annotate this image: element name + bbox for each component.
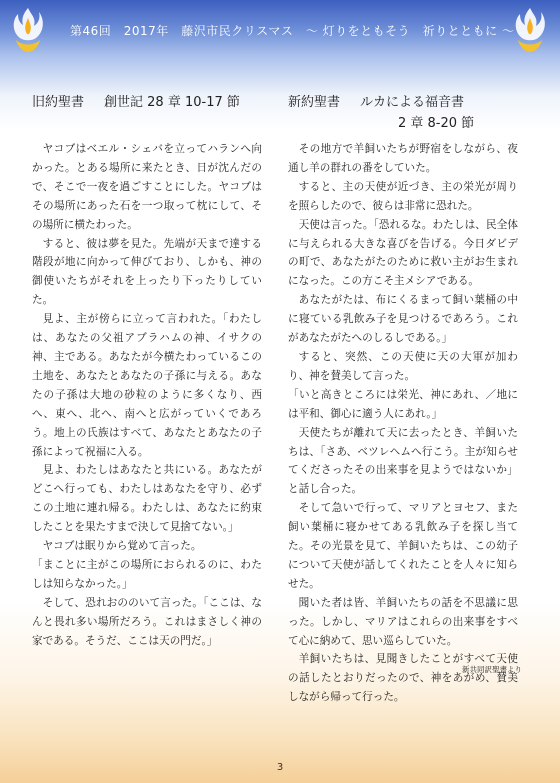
paragraph: すると、彼は夢を見た。先端が天まで達する階段が地に向かって伸びており、しかも、神の御使いたちがそれを上ったり下ったりしていた。 [32, 237, 262, 307]
paragraph: 見よ、主が傍らに立って言われた。「わたしは、あなたの父祖アブラハムの神、イサクの神、主である。あなたが今横たわっているこの土地を、あなたとあなたの子孫に与える。あなたの子孫は大地の砂粒のように多くなり、西へ、東へ、北へ、南へと広がっていくであろう。地上の氏族はすべて、あなたとあなたの子孫によって祝福に入る。 [32, 313, 262, 458]
paragraph: ヤコブはベエル・シェバを立ってハランへ向かった。とある場所に来たとき、日が沈んだので、そこで一夜を過ごすことにした。ヤコブはその場所にあった石を一つ取って枕にして、その場所に横たわった。 [32, 143, 262, 231]
paragraph: 聞いた者は皆、羊飼いたちの話を不思議に思った。しかし、マリアはこれらの出来事をすべて心に納めて、思い巡らしていた。 [288, 596, 518, 647]
old-testament-reference: 創世記 28 章 10-17 節 [104, 95, 240, 110]
paragraph: 羊飼いたちは、見聞きしたことがすべて天使の話したとおりだったので、神をあがめ、賛美しながら帰って行った。 [288, 653, 518, 704]
page-header [0, 0, 560, 60]
paragraph: そして、恐れおののいて言った。「ここは、なんと畏れ多い場所だろう。これはまさしく神の家である。そうだ、ここは天の門だ。」 [32, 596, 262, 647]
new-testament-book: ルカによる福音書 [360, 95, 465, 110]
event-title: 第46回 2017年 藤沢市民クリスマス ～ 灯りをともそう 祈りとともに ～ [70, 24, 515, 38]
translation-credit: 新共同訳聖書より [462, 665, 522, 674]
new-testament-reference: 2 章 8-20 節 [398, 116, 475, 131]
paragraph: 天使たちが離れて天に去ったとき、羊飼いたちは、「さあ、ベツレヘムへ行こう。主が知らせてくださったその出来事を見ようではないか」と話し合った。 [288, 426, 518, 496]
paragraph: あなたがたは、布にくるまって飼い葉桶の中に寝ている乳飲み子を見つけるであろう。これがあなたがたへのしるしである。」 [288, 294, 518, 345]
paragraph: そして急いで行って、マリアとヨセフ、また飼い葉桶に寝かせてある乳飲み子を探し当てた。その光景を見て、羊飼いたちは、この幼子について天使が話してくれたことを人々に知らせた。 [288, 502, 518, 590]
new-testament-label: 新約聖書 [288, 95, 341, 110]
new-testament-heading [288, 92, 474, 134]
old-testament-heading [32, 92, 240, 113]
paragraph: すると、主の天使が近づき、主の栄光が周りを照らしたので、彼らは非常に恐れた。 [288, 180, 518, 212]
old-testament-text [32, 140, 262, 650]
paragraph: 「いと高きところには栄光、神にあれ、／地には平和、御心に適う人にあれ。」 [288, 388, 518, 420]
paragraph: 天使は言った。「恐れるな。わたしは、民全体に与えられる大きな喜びを告げる。今日ダビデの町で、あなたがたのために救い主がお生まれになった。この方こそ主メシアである。 [288, 218, 518, 288]
old-testament-label: 旧約聖書 [32, 95, 85, 110]
paragraph: ヤコブは眠りから覚めて言った。 [42, 540, 202, 553]
paragraph: その地方で羊飼いたちが野宿をしながら、夜通し羊の群れの番をしていた。 [288, 143, 518, 174]
new-testament-text [288, 140, 518, 707]
flame-emblem-icon [512, 6, 548, 54]
page-number: 3 [276, 762, 284, 773]
paragraph: 「まことに主がこの場所におられるのに、わたしは知らなかった。」 [32, 558, 262, 590]
paragraph: 見よ、わたしはあなたと共にいる。あなたがどこへ行っても、わたしはあなたを守り、必ずこの土地に連れ帰る。わたしは、あなたに約束したことを果たすまで決して見捨てない。」 [32, 464, 262, 534]
paragraph: すると、突然、この天使に天の大軍が加わり、神を賛美して言った。 [288, 350, 518, 382]
flame-emblem-icon [10, 6, 46, 54]
